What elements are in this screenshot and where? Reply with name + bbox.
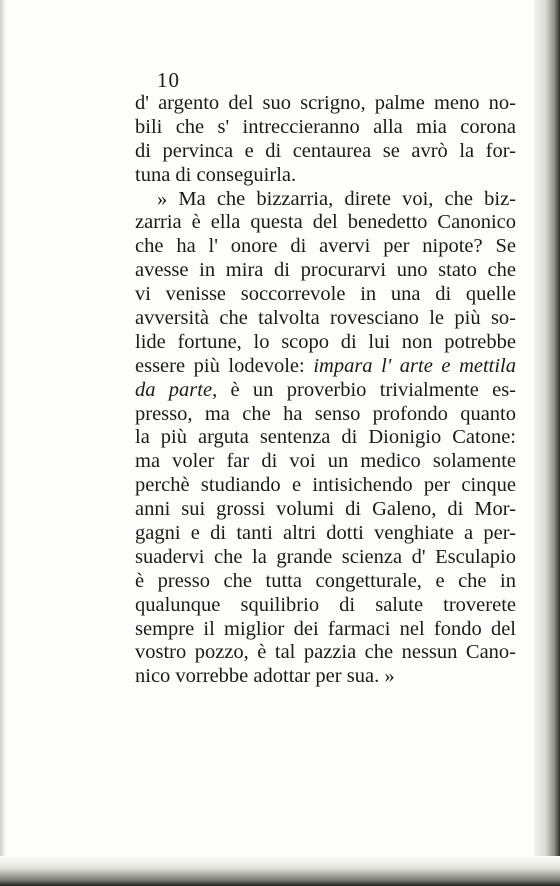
line-text: anni sui grossi volumi di Galeno, di Mor- xyxy=(135,498,516,521)
page-bottom-edge-shadow xyxy=(0,856,560,886)
italic-text: da parte xyxy=(135,378,213,401)
line-text: tuna di conseguirla. xyxy=(135,163,297,186)
text-line xyxy=(135,211,516,235)
line-text: zarria è ella questa del benedetto Canonico xyxy=(135,211,516,234)
line-text: avesse in mira di procurarvi uno stato che xyxy=(135,259,516,282)
line-text: è presso che tutta congetturale, e che in xyxy=(135,569,516,592)
line-text: lide fortune, lo scopo di lui non potrebbe xyxy=(135,330,516,353)
line-text: di pervinca e di centaurea se avrò la for- xyxy=(135,139,516,162)
page-number: 10 xyxy=(157,68,180,92)
line-text: vi venisse soccorrevole in una di quelle xyxy=(135,283,516,306)
line-text: nico vorrebbe adottar per sua. » xyxy=(135,665,395,688)
text-line xyxy=(135,522,516,546)
text-line xyxy=(135,355,516,379)
text-line xyxy=(135,259,516,283)
text-line xyxy=(135,570,516,594)
text-line xyxy=(135,665,516,689)
text-line xyxy=(135,116,516,140)
text-line xyxy=(135,594,516,618)
text-line xyxy=(135,331,516,355)
text-line xyxy=(135,283,516,307)
line-text: ma voler far di voi un medico solamente xyxy=(135,450,516,473)
line-text: bili che s' intreccieranno alla mia corona xyxy=(135,115,516,138)
line-text: avversità che talvolta rovesciano le più so- xyxy=(135,307,516,330)
line-text: presso, ma che ha senso profondo quanto xyxy=(135,402,516,425)
text-line xyxy=(135,618,516,642)
text-line xyxy=(135,188,516,212)
text-line xyxy=(135,641,516,665)
text-line xyxy=(135,403,516,427)
text-line xyxy=(135,450,516,474)
text-line xyxy=(135,546,516,570)
line-text: la più arguta sentenza di Dionigio Catone: xyxy=(135,426,516,449)
body-text xyxy=(135,92,516,689)
line-text: vostro pozzo, è tal pazzia che nessun Cano- xyxy=(135,641,516,664)
text-line xyxy=(135,92,516,116)
line-text: suadervi che la grande scienza d' Esculapio xyxy=(135,545,516,568)
text-line xyxy=(135,140,516,164)
line-text: essere più lodevole: xyxy=(135,354,314,377)
text-line xyxy=(135,379,516,403)
line-text: , è un proverbio trivialmente es- xyxy=(212,378,517,401)
text-line xyxy=(135,307,516,331)
line-text: gagni e di tanti altri dotti venghiate a per- xyxy=(135,522,516,545)
page-right-edge-shadow xyxy=(534,0,560,886)
text-line xyxy=(135,164,516,188)
line-text: sempre il miglior dei farmaci nel fondo del xyxy=(135,617,516,640)
italic-text: impara l' arte e mettila xyxy=(313,354,516,377)
line-text: che ha l' onore di avervi per nipote? Se xyxy=(135,235,516,258)
text-line xyxy=(135,474,516,498)
line-text: » Ma che bizzarria, direte voi, che biz- xyxy=(157,187,516,210)
page-left-edge xyxy=(0,0,6,886)
line-text: d' argento del suo scrigno, palme meno no- xyxy=(135,92,516,114)
text-line xyxy=(135,426,516,450)
line-text: perchè studiando e intisichendo per cinque xyxy=(135,474,516,497)
line-text: qualunque squilibrio di salute troverete xyxy=(135,593,516,616)
text-line xyxy=(135,498,516,522)
text-line xyxy=(135,235,516,259)
